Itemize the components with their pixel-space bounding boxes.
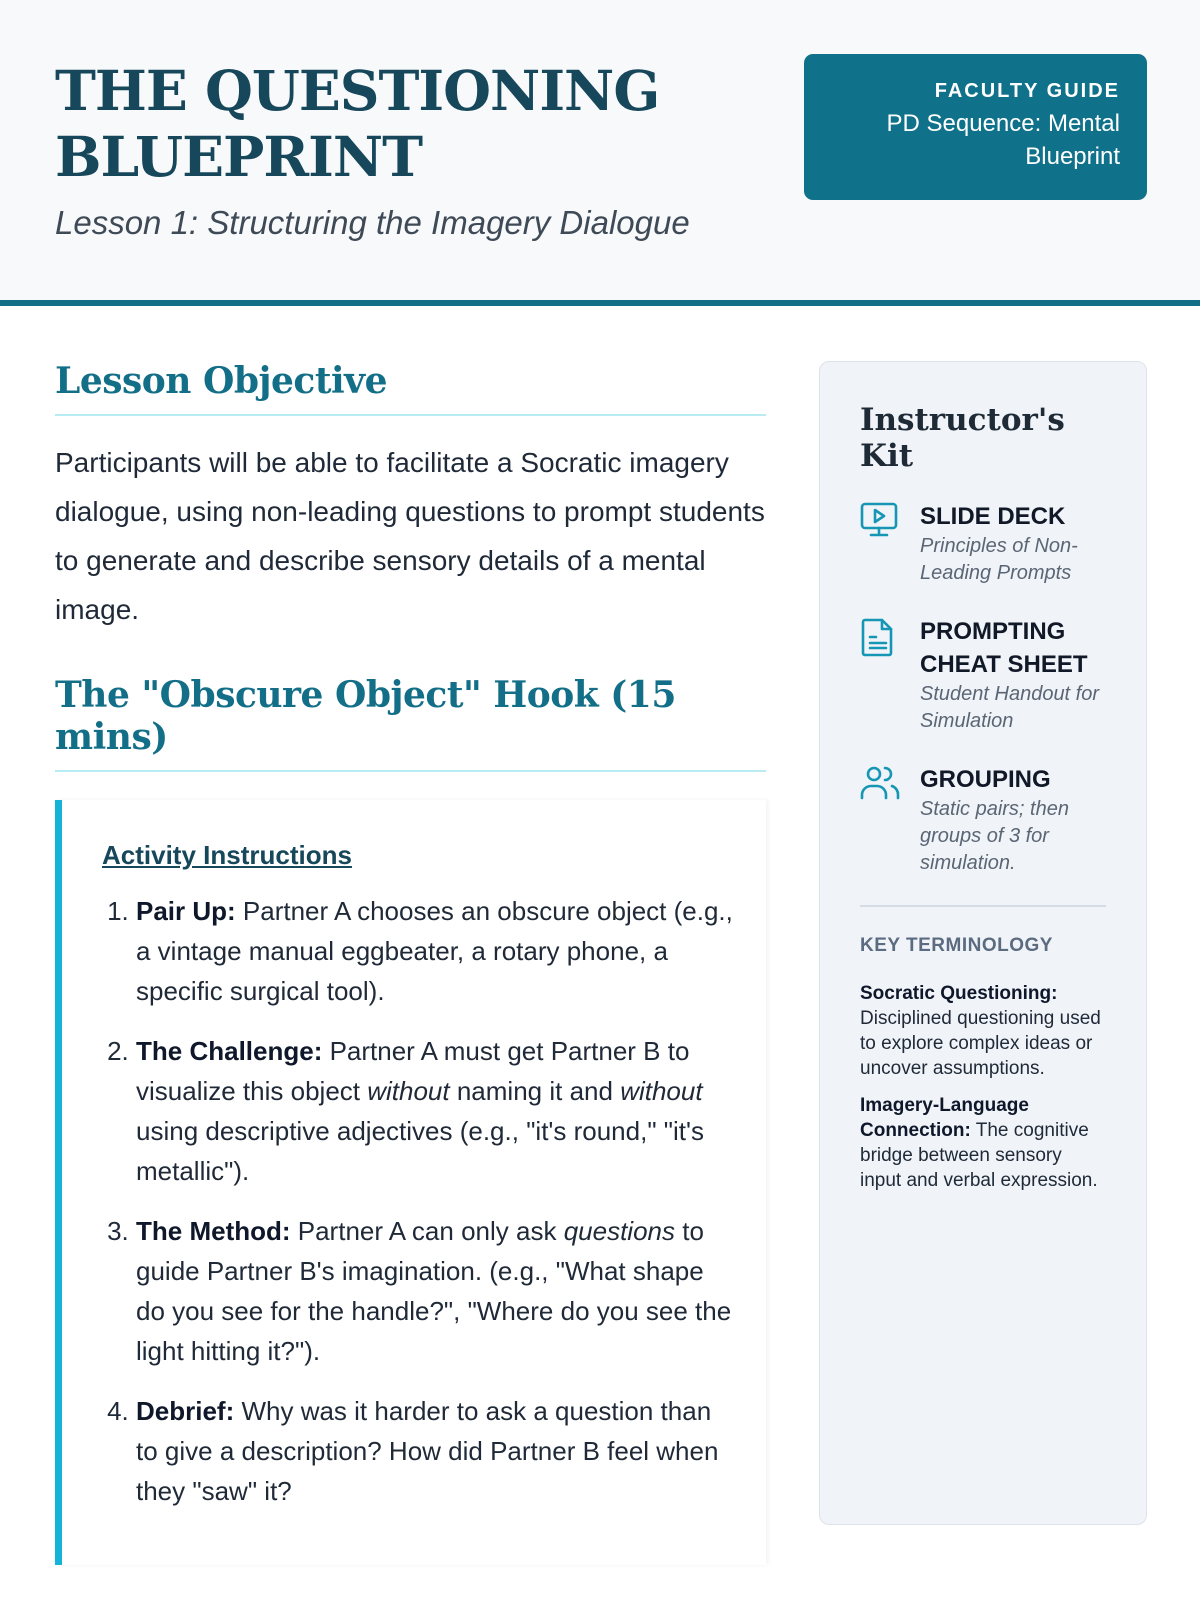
page-title: THE QUESTIONING BLUEPRINT bbox=[55, 58, 660, 189]
badge-label: FACULTY GUIDE bbox=[934, 80, 1120, 102]
lesson-subtitle: Lesson 1: Structuring the Imagery Dialogue bbox=[55, 204, 690, 241]
kit-item-cheat-sheet: PROMPTING CHEAT SHEET Student Handout for Simulation bbox=[860, 615, 1106, 735]
term-item: Imagery-Language Connection: The cognitive bridge between sensory input and verbal expression. bbox=[860, 1095, 1098, 1191]
page-header bbox=[0, 0, 1200, 306]
activity-instructions bbox=[55, 800, 766, 1565]
step-item: 2. The Challenge: Partner A must get Partner B to visualize this object without naming it and without using descriptive adjectives (e.g., "it's round," "it's metallic"). bbox=[136, 1031, 736, 1191]
kit-item-grouping: GROUPING Static pairs; then groups of 3 for simulation. bbox=[860, 763, 1106, 877]
users-icon bbox=[860, 763, 920, 877]
instructors-kit-sidebar bbox=[819, 361, 1147, 1525]
objective-heading: Lesson Objective bbox=[55, 360, 766, 416]
instructions-title: Activity Instructions bbox=[102, 840, 352, 870]
badge-value: PD Sequence: Mental Blueprint bbox=[886, 110, 1120, 170]
document-icon bbox=[860, 615, 920, 735]
step-item: 1. Pair Up: Partner A chooses an obscure object (e.g., a vintage manual eggbeater, a rotary phone, a specific surgical tool). bbox=[136, 891, 736, 1011]
monitor-play-icon bbox=[860, 500, 920, 587]
hook-heading: The "Obscure Object" Hook (15 mins) bbox=[55, 674, 766, 772]
step-item: 4. Debrief: Why was it harder to ask a question than to give a description? How did Partner B feel when they "saw" it? bbox=[136, 1391, 736, 1511]
objective-text: Participants will be able to facilitate a Socratic imagery dialogue, using non-leading questions to prompt students to generate and describe sensory details of a mental image. bbox=[55, 447, 765, 625]
terminology-heading: KEY TERMINOLOGY bbox=[860, 935, 1053, 956]
kit-item-slide-deck: SLIDE DECK Principles of Non-Leading Prompts bbox=[860, 500, 1106, 587]
main-content bbox=[55, 360, 766, 1565]
divider bbox=[860, 905, 1106, 907]
faculty-guide-badge bbox=[804, 54, 1147, 200]
step-item: 3. The Method: Partner A can only ask questions to guide Partner B's imagination. (e.g., "What shape do you see for the handle?", "Where do you see the light hitting it?"). bbox=[136, 1211, 736, 1371]
sidebar-heading: Instructor's Kit bbox=[860, 402, 1065, 474]
term-item: Socratic Questioning: Disciplined questioning used to explore complex ideas or uncover assumptions. bbox=[860, 983, 1101, 1079]
steps-list bbox=[102, 891, 736, 1511]
